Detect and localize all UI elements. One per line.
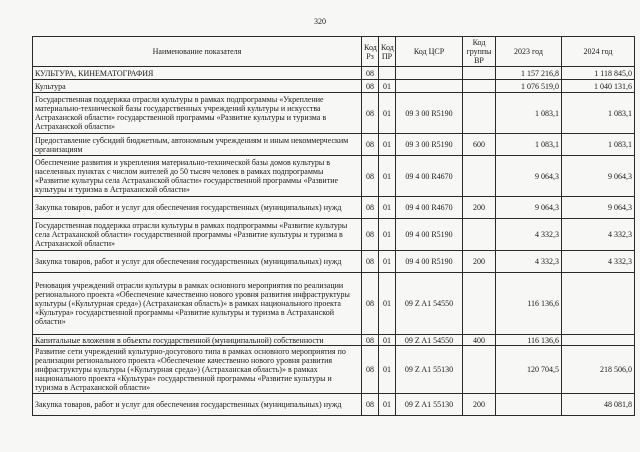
row-pr: 01 bbox=[379, 251, 396, 273]
table-row bbox=[33, 80, 635, 93]
row-2024: 1 083,1 bbox=[562, 93, 635, 134]
row-pr: 01 bbox=[379, 197, 396, 219]
row-2024: 218 506,0 bbox=[562, 346, 635, 394]
row-pr: 01 bbox=[379, 394, 396, 416]
row-vr: 200 bbox=[463, 251, 496, 273]
row-vr: 200 bbox=[463, 197, 496, 219]
row-vr bbox=[463, 80, 496, 93]
row-name: Предоставление субсидий бюджетным, автономным учреждениям и иным некоммерческим организациям bbox=[33, 134, 362, 156]
row-2024: 9 064,3 bbox=[562, 197, 635, 219]
row-name: Закупка товаров, работ и услуг для обеспечения государственных (муниципальных) нужд bbox=[33, 251, 362, 273]
table-header-row bbox=[33, 37, 635, 67]
table-row bbox=[33, 346, 635, 394]
row-name: Закупка товаров, работ и услуг для обеспечения государственных (муниципальных) нужд bbox=[33, 197, 362, 219]
row-vr: 600 bbox=[463, 134, 496, 156]
row-2023: 4 332,3 bbox=[496, 251, 562, 273]
row-csr: 09 Z A1 55130 bbox=[396, 346, 463, 394]
row-csr: 09 Z A1 55130 bbox=[396, 394, 463, 416]
row-2023: 4 332,3 bbox=[496, 219, 562, 251]
header-2023: 2023 год bbox=[496, 37, 562, 67]
row-rz: 08 bbox=[362, 197, 379, 219]
row-pr: 01 bbox=[379, 80, 396, 93]
row-vr bbox=[463, 219, 496, 251]
row-rz: 08 bbox=[362, 394, 379, 416]
row-name: Культура bbox=[33, 80, 362, 93]
row-2024: 4 332,3 bbox=[562, 251, 635, 273]
row-csr bbox=[396, 80, 463, 93]
row-rz: 08 bbox=[362, 251, 379, 273]
row-csr: 09 Z A1 54550 bbox=[396, 273, 463, 335]
row-2023: 120 704,5 bbox=[496, 346, 562, 394]
row-vr bbox=[463, 67, 496, 80]
header-rz: Код Рз bbox=[362, 37, 379, 67]
row-rz: 08 bbox=[362, 346, 379, 394]
row-csr: 09 4 00 R4670 bbox=[396, 197, 463, 219]
row-rz: 08 bbox=[362, 67, 379, 80]
row-csr: 09 3 00 R5190 bbox=[396, 93, 463, 134]
table-row bbox=[33, 273, 635, 335]
row-csr bbox=[396, 67, 463, 80]
table-row bbox=[33, 394, 635, 416]
row-rz: 08 bbox=[362, 273, 379, 335]
row-2024 bbox=[562, 335, 635, 346]
row-csr: 09 4 00 R5190 bbox=[396, 219, 463, 251]
row-rz: 08 bbox=[362, 335, 379, 346]
table-row bbox=[33, 219, 635, 251]
row-2023: 116 136,6 bbox=[496, 335, 562, 346]
row-pr: 01 bbox=[379, 335, 396, 346]
row-2023: 1 083,1 bbox=[496, 93, 562, 134]
row-2024 bbox=[562, 273, 635, 335]
row-csr: 09 4 00 R5190 bbox=[396, 251, 463, 273]
header-2024: 2024 год bbox=[562, 37, 635, 67]
row-2024: 1 040 131,6 bbox=[562, 80, 635, 93]
table-row bbox=[33, 335, 635, 346]
header-vr: Код группы ВР bbox=[463, 37, 496, 67]
row-rz: 08 bbox=[362, 93, 379, 134]
row-name: Государственная поддержка отрасли культуры в рамках подпрограммы «Укрепление материально-технической базы государственных учреждений культуры и искусства Астраханской области» государственной программы «Развитие культуры и туризма в Астраханской области» bbox=[33, 93, 362, 134]
page-number: 320 bbox=[314, 17, 326, 26]
row-2023: 1 157 216,8 bbox=[496, 67, 562, 80]
row-2024: 4 332,3 bbox=[562, 219, 635, 251]
row-2023: 116 136,6 bbox=[496, 273, 562, 335]
row-pr: 01 bbox=[379, 134, 396, 156]
row-rz: 08 bbox=[362, 219, 379, 251]
row-2023: 1 083,1 bbox=[496, 134, 562, 156]
table-row bbox=[33, 251, 635, 273]
row-vr bbox=[463, 156, 496, 197]
row-vr bbox=[463, 346, 496, 394]
row-csr: 09 3 00 R5190 bbox=[396, 134, 463, 156]
row-vr bbox=[463, 273, 496, 335]
row-pr bbox=[379, 67, 396, 80]
row-csr: 09 4 00 R4670 bbox=[396, 156, 463, 197]
row-rz: 08 bbox=[362, 156, 379, 197]
header-pr: Код ПР bbox=[379, 37, 396, 67]
row-2024: 48 081,8 bbox=[562, 394, 635, 416]
row-rz: 08 bbox=[362, 80, 379, 93]
row-vr bbox=[463, 93, 496, 134]
row-2024: 1 118 845,0 bbox=[562, 67, 635, 80]
header-name: Наименование показателя bbox=[33, 37, 362, 67]
row-pr: 01 bbox=[379, 93, 396, 134]
row-name: Реновация учреждений отрасли культуры в рамках основного мероприятия по реализации регионального проекта «Обеспечение качественно нового уровня развития инфраструктуры культуры («Культурная среда») (Астраханская область)» в рамках национального проекта «Культура» государственной программы «Развитие культуры и туризма в Астраханской области» bbox=[33, 273, 362, 335]
row-2024: 1 083,1 bbox=[562, 134, 635, 156]
row-name: Развитие сети учреждений культурно-досугового типа в рамках основного мероприятия по реализации регионального проекта «Обеспечение качественно нового уровня развития инфраструктуры культуры («Культурная среда») (Астраханская область)» в рамках национального проекта «Культура» государственной программы «Развитие культуры и туризма в Астраханской области» bbox=[33, 346, 362, 394]
row-2023: 9 064,3 bbox=[496, 156, 562, 197]
row-name: Закупка товаров, работ и услуг для обеспечения государственных (муниципальных) нужд bbox=[33, 394, 362, 416]
row-rz: 08 bbox=[362, 134, 379, 156]
table-row bbox=[33, 93, 635, 134]
budget-table bbox=[32, 36, 635, 416]
row-pr: 01 bbox=[379, 156, 396, 197]
table-row bbox=[33, 134, 635, 156]
row-name: Государственная поддержка отрасли культуры в рамках подпрограммы «Развитие культуры села Астраханской области» государственной программы «Развитие культуры и туризма в Астраханской области» bbox=[33, 219, 362, 251]
table-row bbox=[33, 156, 635, 197]
table-row bbox=[33, 197, 635, 219]
row-pr: 01 bbox=[379, 219, 396, 251]
row-vr: 400 bbox=[463, 335, 496, 346]
row-name: Обеспечение развития и укрепления материально-технической базы домов культуры в населенных пунктах с числом жителей до 50 тысяч человек в рамках подпрограммы «Развитие культуры села Астраханской области» государственной программы «Развитие культуры и туризма в Астраханской области» bbox=[33, 156, 362, 197]
row-pr: 01 bbox=[379, 346, 396, 394]
row-2024: 9 064,3 bbox=[562, 156, 635, 197]
row-vr: 200 bbox=[463, 394, 496, 416]
row-2023: 1 076 519,0 bbox=[496, 80, 562, 93]
header-csr: Код ЦСР bbox=[396, 37, 463, 67]
row-2023: 9 064,3 bbox=[496, 197, 562, 219]
table-row bbox=[33, 67, 635, 80]
row-csr: 09 Z A1 54550 bbox=[396, 335, 463, 346]
row-name: КУЛЬТУРА, КИНЕМАТОГРАФИЯ bbox=[33, 67, 362, 80]
row-2023 bbox=[496, 394, 562, 416]
row-pr: 01 bbox=[379, 273, 396, 335]
row-name: Капитальные вложения в объекты государственной (муниципальной) собственности bbox=[33, 335, 362, 346]
